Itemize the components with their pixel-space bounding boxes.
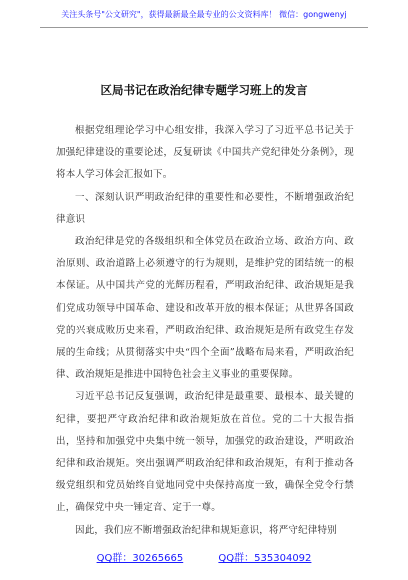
- qq-group-link-2[interactable]: QQ群：535304092: [218, 553, 312, 564]
- paragraph-importance: 习近平总书记反复强调，政治纪律是最重要、最根本、最关键的纪律，要把严守政治纪律和政治规矩放在首位。党的二十大报告指出，坚持和加强党中央集中统一领导，加强党的政治建设，严明政治纪律和政治规矩。突出强调严明政治纪律和政治规矩，有利于推动各级党组织和党员始终自觉地同党中央保持高度一致，确保全党令行禁止，确保党中央一锤定音、定于一尊。: [56, 391, 354, 514]
- document-title: 区局书记在政治纪律专题学习班上的发言: [100, 83, 308, 97]
- paragraph-definition: 政治纪律是党的各级组织和全体党员在政治立场、政治方向、政治原则、政治道路上必须遵守的行为规则，是维护党的团结统一的根本保证。从中国共产党的光辉历程看，严明政治纪律、政治规矩是我们党成功领导中国革命、建设和改革开放的根本保证；从世界各国政党的兴衰成败历史来看，严明政治纪律、政治规矩是所有政党生存发展的生命线；从贯彻落实中央“四个全面”战略布局来看，严明政治纪律、政治规矩是推进中国特色社会主义事业的重要保障。: [56, 236, 354, 381]
- qq-group-link-1[interactable]: QQ群：30265665: [96, 553, 184, 564]
- header-banner[interactable]: 关注头条号"公文研究"，获得最新最全最专业的公文资料库！ 微信：gongwenyj: [61, 10, 347, 19]
- footer: [0, 552, 408, 566]
- document-body: [56, 120, 354, 540]
- section-heading: 一、深刻认识严明政治纪律的重要性和必要性，不断增强政治纪律意识: [56, 191, 354, 225]
- paragraph-conclusion: 因此，我们应不断增强政治纪律和规矩意识，将严守纪律特别: [75, 524, 337, 536]
- paragraph-intro: 根据党组理论学习中心组安排，我深入学习了习近平总书记关于加强纪律建设的重要论述，反复研读《中国共产党纪律处分条例》，现将本人学习体会汇报如下。: [56, 125, 354, 181]
- header-divider: [40, 27, 368, 28]
